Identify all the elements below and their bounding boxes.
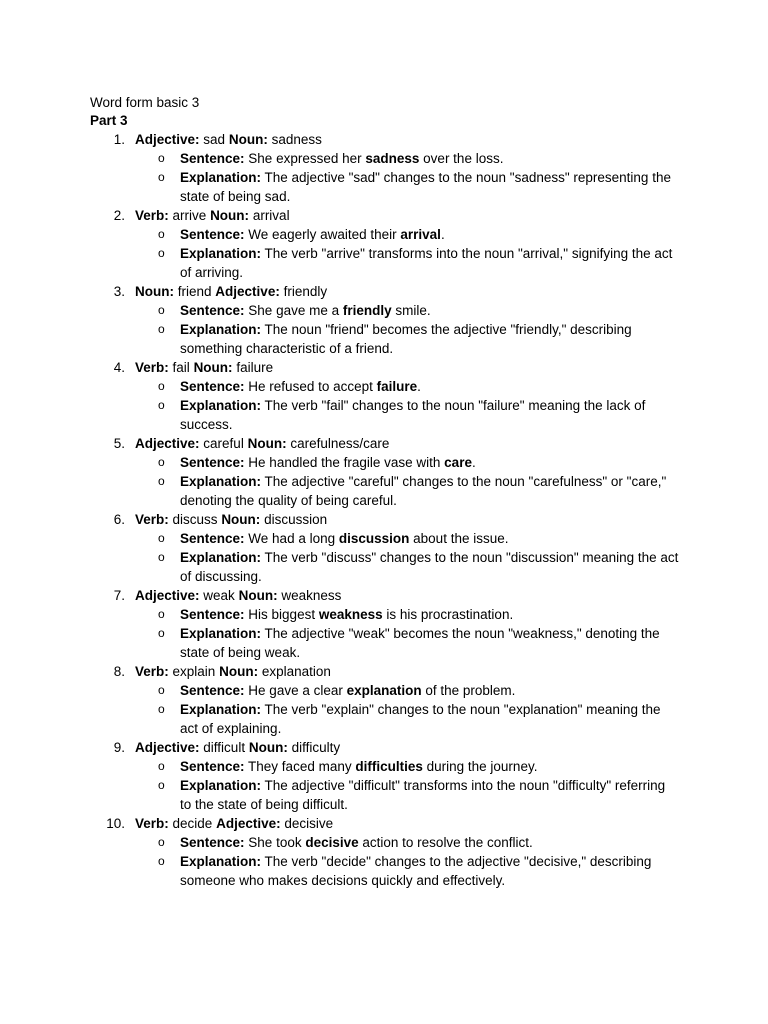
bullet-marker: o — [158, 759, 165, 773]
pos2-label: Adjective: — [215, 284, 280, 299]
sentence-label: Sentence: — [180, 455, 245, 470]
pos1-label: Noun: — [135, 284, 174, 299]
pos1-label: Adjective: — [135, 740, 200, 755]
pos2-label: Noun: — [221, 512, 261, 527]
pos2-label: Noun: — [193, 360, 233, 375]
explanation-text: The adjective "difficult" transforms into the noun "difficulty" referring to the state of being difficult. — [180, 778, 666, 812]
explanation-text: The verb "explain" changes to the noun "explanation" meaning the act of explaining. — [180, 702, 661, 736]
sentence-text-post: of the problem. — [421, 683, 516, 698]
explanation-label: Explanation: — [180, 170, 262, 185]
sentence-text-post: action to resolve the conflict. — [358, 835, 533, 850]
sentence-text-post: over the loss. — [419, 151, 504, 166]
list-item — [0, 586, 768, 662]
word-pair-line — [0, 662, 768, 681]
bullet-marker: o — [158, 379, 165, 393]
pos2-label: Noun: — [219, 664, 259, 679]
sentence-text-pre: He refused to accept — [248, 379, 377, 394]
bullet-marker: o — [158, 683, 165, 697]
sentence-line — [0, 453, 768, 472]
explanation-text: The noun "friend" becomes the adjective "friendly," describing something characteristic of a friend. — [180, 322, 632, 356]
pos2-word: weakness — [281, 588, 342, 603]
item-number: 2. — [113, 208, 125, 223]
pos1-word: fail — [172, 360, 190, 375]
item-number: 1. — [113, 132, 125, 147]
pos2-word: discussion — [264, 512, 328, 527]
word-pair-line — [0, 358, 768, 377]
bullet-marker: o — [158, 626, 165, 640]
sentence-label: Sentence: — [180, 151, 245, 166]
pos2-word: arrival — [252, 208, 290, 223]
pos1-word: explain — [172, 664, 216, 679]
list-item — [0, 282, 768, 358]
sentence-keyword: sadness — [365, 151, 420, 166]
sentence-text-pre: They faced many — [248, 759, 356, 774]
sentence-keyword: difficulties — [355, 759, 423, 774]
sentence-label: Sentence: — [180, 303, 245, 318]
item-number: 9. — [113, 740, 125, 755]
list-item — [0, 206, 768, 282]
explanation-line — [0, 624, 768, 662]
bullet-marker: o — [158, 246, 165, 260]
bullet-marker: o — [158, 322, 165, 336]
bullet-marker: o — [158, 398, 165, 412]
explanation-line — [0, 168, 768, 206]
explanation-text: The adjective "careful" changes to the noun "carefulness" or "care," denoting the quality of being careful. — [180, 474, 667, 508]
explanation-text: The verb "arrive" transforms into the noun "arrival," signifying the act of arriving. — [180, 246, 673, 280]
explanation-label: Explanation: — [180, 474, 262, 489]
sentence-line — [0, 149, 768, 168]
sentence-line — [0, 757, 768, 776]
word-pair-line — [0, 738, 768, 757]
word-pair-line — [0, 434, 768, 453]
sentence-line — [0, 301, 768, 320]
pos1-label: Adjective: — [135, 436, 200, 451]
word-pair-line — [0, 282, 768, 301]
item-number: 4. — [113, 360, 125, 375]
list-item — [0, 662, 768, 738]
explanation-label: Explanation: — [180, 550, 262, 565]
pos1-word: careful — [203, 436, 244, 451]
item-number: 7. — [113, 588, 125, 603]
bullet-marker: o — [158, 550, 165, 564]
list-item — [0, 434, 768, 510]
pos2-word: sadness — [271, 132, 322, 147]
sentence-line — [0, 377, 768, 396]
sentence-keyword: friendly — [342, 303, 392, 318]
pos2-word: difficulty — [291, 740, 341, 755]
sentence-line — [0, 529, 768, 548]
list-item — [0, 130, 768, 206]
bullet-marker: o — [158, 151, 165, 165]
item-number: 6. — [113, 512, 125, 527]
pos1-label: Verb: — [135, 664, 169, 679]
explanation-label: Explanation: — [180, 246, 262, 261]
pos1-label: Adjective: — [135, 588, 200, 603]
bullet-marker: o — [158, 702, 165, 716]
sentence-label: Sentence: — [180, 683, 245, 698]
pos2-word: friendly — [283, 284, 328, 299]
pos2-label: Noun: — [210, 208, 250, 223]
word-pair-line — [0, 206, 768, 225]
explanation-line — [0, 472, 768, 510]
pos1-word: friend — [177, 284, 212, 299]
bullet-marker: o — [158, 531, 165, 545]
pos2-label: Noun: — [238, 588, 278, 603]
sentence-text-post: is his procrastination. — [382, 607, 514, 622]
pos2-label: Noun: — [228, 132, 268, 147]
sentence-label: Sentence: — [180, 531, 245, 546]
sentence-text-post: about the issue. — [409, 531, 509, 546]
bullet-marker: o — [158, 227, 165, 241]
sentence-text-pre: She gave me a — [248, 303, 343, 318]
explanation-label: Explanation: — [180, 854, 262, 869]
list-item — [0, 814, 768, 890]
sentence-label: Sentence: — [180, 227, 245, 242]
sentence-label: Sentence: — [180, 759, 245, 774]
list-item — [0, 510, 768, 586]
list-item — [0, 738, 768, 814]
pos1-label: Verb: — [135, 360, 169, 375]
sentence-text-post: . — [417, 379, 421, 394]
sentence-keyword: arrival — [400, 227, 441, 242]
pos2-label: Adjective: — [216, 816, 281, 831]
explanation-line — [0, 852, 768, 890]
pos2-word: carefulness/care — [290, 436, 390, 451]
pos1-word: sad — [203, 132, 226, 147]
sentence-keyword: failure — [376, 379, 418, 394]
explanation-label: Explanation: — [180, 626, 262, 641]
item-number: 3. — [113, 284, 125, 299]
sentence-text-pre: We eagerly awaited their — [248, 227, 401, 242]
bullet-marker: o — [158, 778, 165, 792]
sentence-text-pre: His biggest — [248, 607, 319, 622]
sentence-label: Sentence: — [180, 835, 245, 850]
sentence-line — [0, 833, 768, 852]
explanation-text: The verb "discuss" changes to the noun "discussion" meaning the act of discussing. — [180, 550, 679, 584]
explanation-text: The adjective "sad" changes to the noun "sadness" representing the state of being sad. — [180, 170, 671, 204]
explanation-label: Explanation: — [180, 398, 262, 413]
bullet-marker: o — [158, 854, 165, 868]
word-pair-line — [0, 510, 768, 529]
word-pair-line — [0, 586, 768, 605]
bullet-marker: o — [158, 170, 165, 184]
sentence-line — [0, 605, 768, 624]
pos1-word: weak — [203, 588, 235, 603]
explanation-line — [0, 244, 768, 282]
word-pair-line — [0, 130, 768, 149]
sentence-text-pre: We had a long — [248, 531, 339, 546]
bullet-marker: o — [158, 607, 165, 621]
explanation-line — [0, 396, 768, 434]
bullet-marker: o — [158, 455, 165, 469]
pos2-label: Noun: — [248, 740, 288, 755]
pos2-label: Noun: — [247, 436, 287, 451]
sentence-text-post: . — [471, 455, 476, 470]
sentence-text-post: smile. — [391, 303, 431, 318]
pos1-label: Verb: — [135, 512, 169, 527]
item-number: 8. — [113, 664, 125, 679]
pos2-word: decisive — [284, 816, 334, 831]
sentence-text-post: during the journey. — [422, 759, 538, 774]
sentence-line — [0, 225, 768, 244]
sentence-text-post: . — [440, 227, 445, 242]
document-title: Word form basic 3 — [90, 95, 200, 110]
explanation-line — [0, 700, 768, 738]
sentence-text-pre: She expressed her — [248, 151, 366, 166]
sentence-keyword: weakness — [318, 607, 383, 622]
sentence-label: Sentence: — [180, 379, 245, 394]
list-item — [0, 358, 768, 434]
sentence-keyword: explanation — [346, 683, 422, 698]
explanation-text: The verb "decide" changes to the adjective "decisive," describing someone who makes decisions quickly and effectively. — [180, 854, 652, 888]
bullet-marker: o — [158, 835, 165, 849]
explanation-line — [0, 776, 768, 814]
explanation-text: The adjective "weak" becomes the noun "weakness," denoting the state of being weak. — [180, 626, 660, 660]
explanation-line — [0, 548, 768, 586]
explanation-text: The verb "fail" changes to the noun "failure" meaning the lack of success. — [180, 398, 646, 432]
explanation-label: Explanation: — [180, 702, 262, 717]
sentence-text-pre: She took — [248, 835, 306, 850]
item-number: 10. — [106, 816, 125, 831]
part-heading: Part 3 — [90, 113, 128, 128]
pos1-word: decide — [172, 816, 213, 831]
pos1-word: arrive — [172, 208, 207, 223]
pos2-word: explanation — [261, 664, 331, 679]
pos2-word: failure — [236, 360, 274, 375]
sentence-keyword: care — [444, 455, 472, 470]
pos1-label: Adjective: — [135, 132, 200, 147]
sentence-keyword: decisive — [305, 835, 359, 850]
pos1-word: difficult — [203, 740, 246, 755]
item-number: 5. — [113, 436, 125, 451]
explanation-label: Explanation: — [180, 322, 262, 337]
sentence-keyword: discussion — [338, 531, 410, 546]
word-form-list — [0, 130, 768, 890]
sentence-text-pre: He gave a clear — [248, 683, 347, 698]
bullet-marker: o — [158, 474, 165, 488]
pos1-word: discuss — [172, 512, 218, 527]
explanation-line — [0, 320, 768, 358]
pos1-label: Verb: — [135, 816, 169, 831]
pos1-label: Verb: — [135, 208, 169, 223]
sentence-label: Sentence: — [180, 607, 245, 622]
sentence-text-pre: He handled the fragile vase with — [248, 455, 445, 470]
explanation-label: Explanation: — [180, 778, 262, 793]
word-pair-line — [0, 814, 768, 833]
sentence-line — [0, 681, 768, 700]
bullet-marker: o — [158, 303, 165, 317]
